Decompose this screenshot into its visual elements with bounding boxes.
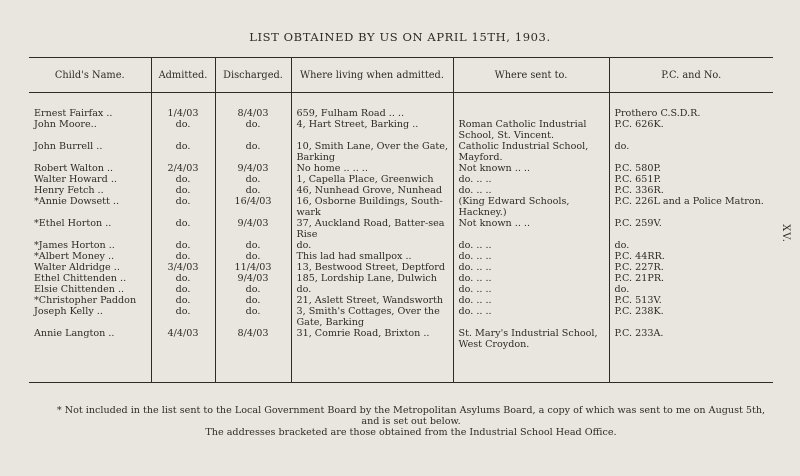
cell-pc: do. <box>609 284 773 295</box>
cell-living: 37, Auckland Road, Batter-sea Rise <box>291 218 453 240</box>
table-row <box>29 185 773 196</box>
cell-discharged: 9/4/03 <box>215 273 291 284</box>
cell-living: 1, Capella Place, Greenwich <box>291 174 453 185</box>
cell-living: do. <box>291 240 453 251</box>
cell-name: John Moore.. <box>34 119 97 130</box>
cell-living: 10, Smith Lane, Over the Gate, Barking <box>291 141 453 163</box>
cell-discharged: do. <box>215 306 291 328</box>
cell-pc: P.C. 227R. <box>609 262 773 273</box>
cell-name: Walter Aldridge .. <box>34 262 120 273</box>
cell-sent: do. .. .. <box>453 185 609 196</box>
cell-name: *Ethel Horton .. <box>34 218 112 229</box>
cell-pc: do. <box>609 141 773 163</box>
cell-sent: do. .. .. <box>453 240 609 251</box>
table-row <box>29 284 773 295</box>
cell-sent: Roman Catholic Industrial School, St. Vincent. <box>453 119 609 141</box>
table-row <box>29 174 773 185</box>
cell-name: *Christopher Paddon <box>34 295 137 306</box>
cell-discharged: 11/4/03 <box>215 262 291 273</box>
cell-pc: do. <box>609 240 773 251</box>
children-table <box>29 57 773 383</box>
cell-living: 46, Nunhead Grove, Nunhead <box>291 185 453 196</box>
cell-sent: do. .. .. <box>453 262 609 273</box>
cell-discharged: do. <box>215 141 291 163</box>
cell-pc: P.C. 21PR. <box>609 273 773 284</box>
table-row <box>29 328 773 383</box>
cell-discharged: do. <box>215 284 291 295</box>
footnote-asterisk: * Not included in the list sent to the Local Government Board by the Metropolitan Asylums Board, a copy of which was sent to me on August 5th, and is set out below. <box>56 405 766 427</box>
cell-living: 16, Osborne Buildings, South-wark <box>291 196 453 218</box>
cell-name: *Albert Money .. <box>34 251 115 262</box>
cell-pc: Prothero C.S.D.R. <box>609 93 773 120</box>
cell-sent: Not known .. .. <box>453 218 609 240</box>
cell-living: 31, Comrie Road, Brixton .. <box>291 328 453 383</box>
cell-discharged: 8/4/03 <box>215 93 291 120</box>
cell-pc: P.C. 233A. <box>609 328 773 383</box>
col-header-admitted: Admitted. <box>151 58 215 93</box>
cell-name: Joseph Kelly .. <box>34 306 103 317</box>
cell-living: No home .. .. .. <box>291 163 453 174</box>
cell-discharged: 16/4/03 <box>215 196 291 218</box>
cell-admitted: do. <box>151 119 215 141</box>
cell-name: Robert Walton .. <box>34 163 114 174</box>
col-header-discharged: Discharged. <box>215 58 291 93</box>
cell-living: do. <box>291 284 453 295</box>
cell-admitted: 2/4/03 <box>151 163 215 174</box>
cell-name: Annie Langton .. <box>29 328 151 383</box>
cell-admitted: do. <box>151 306 215 328</box>
cell-discharged: do. <box>215 174 291 185</box>
cell-name: Henry Fetch .. <box>34 185 104 196</box>
cell-admitted: 3/4/03 <box>151 262 215 273</box>
page-title: LIST OBTAINED BY US ON APRIL 15TH, 1903. <box>249 30 551 44</box>
cell-sent: (King Edward Schools, Hackney.) <box>453 196 609 218</box>
cell-sent: do. .. .. <box>453 284 609 295</box>
table-row <box>29 196 773 218</box>
cell-admitted: do. <box>151 174 215 185</box>
cell-pc: P.C. 259V. <box>609 218 773 240</box>
cell-living: 3, Smith's Cottages, Over the Gate, Barking <box>291 306 453 328</box>
cell-sent: Catholic Industrial School, Mayford. <box>453 141 609 163</box>
cell-discharged: do. <box>215 185 291 196</box>
cell-name: John Burrell .. <box>34 141 103 152</box>
cell-discharged: 9/4/03 <box>215 218 291 240</box>
cell-name: Ethel Chittenden .. <box>34 273 127 284</box>
cell-admitted: do. <box>151 273 215 284</box>
table-row <box>29 273 773 284</box>
cell-living: 13, Bestwood Street, Deptford <box>291 262 453 273</box>
cell-admitted: do. <box>151 196 215 218</box>
cell-name: Ernest Fairfax .. <box>34 108 113 119</box>
table-row <box>29 163 773 174</box>
cell-pc: P.C. 513V. <box>609 295 773 306</box>
cell-admitted: 4/4/03 <box>151 328 215 383</box>
cell-sent: do. .. .. <box>453 273 609 284</box>
cell-pc: P.C. 580P. <box>609 163 773 174</box>
table-row <box>29 240 773 251</box>
cell-sent: do. .. .. <box>453 174 609 185</box>
cell-living: This lad had smallpox .. <box>291 251 453 262</box>
footnote-addresses: The addresses bracketed are those obtained from the Industrial School Head Office. <box>205 427 617 438</box>
cell-admitted: do. <box>151 284 215 295</box>
cell-discharged: 9/4/03 <box>215 163 291 174</box>
cell-sent: Not known .. .. <box>453 163 609 174</box>
side-mark: XV. <box>779 224 791 243</box>
cell-admitted: 1/4/03 <box>151 93 215 120</box>
footnote <box>50 405 772 438</box>
table-row <box>29 251 773 262</box>
cell-discharged: do. <box>215 240 291 251</box>
table-row <box>29 218 773 240</box>
table-row <box>29 119 773 141</box>
col-header-pc: P.C. and No. <box>609 58 773 93</box>
cell-admitted: do. <box>151 185 215 196</box>
cell-name: *Annie Dowsett .. <box>34 196 120 207</box>
cell-sent: St. Mary's Industrial School, West Croydon. <box>453 328 609 383</box>
cell-admitted: do. <box>151 295 215 306</box>
cell-admitted: do. <box>151 218 215 240</box>
cell-admitted: do. <box>151 141 215 163</box>
cell-pc: P.C. 336R. <box>609 185 773 196</box>
table-row <box>29 262 773 273</box>
table-row <box>29 295 773 306</box>
cell-discharged: 8/4/03 <box>215 328 291 383</box>
cell-name: *James Horton .. <box>34 240 115 251</box>
cell-pc: P.C. 238K. <box>609 306 773 328</box>
cell-living: 185, Lordship Lane, Dulwich <box>291 273 453 284</box>
cell-discharged: do. <box>215 251 291 262</box>
cell-sent <box>453 93 609 120</box>
cell-sent: do. .. .. <box>453 306 609 328</box>
cell-name: Elsie Chittenden .. <box>34 284 125 295</box>
cell-admitted: do. <box>151 251 215 262</box>
cell-admitted: do. <box>151 240 215 251</box>
cell-discharged: do. <box>215 295 291 306</box>
header-row <box>29 58 773 93</box>
cell-living: 659, Fulham Road .. .. <box>291 93 453 120</box>
cell-living: 21, Aslett Street, Wandsworth <box>291 295 453 306</box>
cell-pc: P.C. 626K. <box>609 119 773 141</box>
col-header-living: Where living when admitted. <box>291 58 453 93</box>
cell-sent: do. .. .. <box>453 251 609 262</box>
cell-sent: do. .. .. <box>453 295 609 306</box>
col-header-name: Child's Name. <box>29 58 151 93</box>
cell-pc: P.C. 44RR. <box>609 251 773 262</box>
col-header-sent: Where sent to. <box>453 58 609 93</box>
table-row <box>29 306 773 328</box>
table-row <box>29 141 773 163</box>
cell-pc: P.C. 226L and a Police Matron. <box>609 196 773 218</box>
cell-name: Walter Howard .. <box>34 174 117 185</box>
cell-living: 4, Hart Street, Barking .. <box>291 119 453 141</box>
table-row <box>29 93 773 120</box>
cell-pc: P.C. 651P. <box>609 174 773 185</box>
cell-discharged: do. <box>215 119 291 141</box>
